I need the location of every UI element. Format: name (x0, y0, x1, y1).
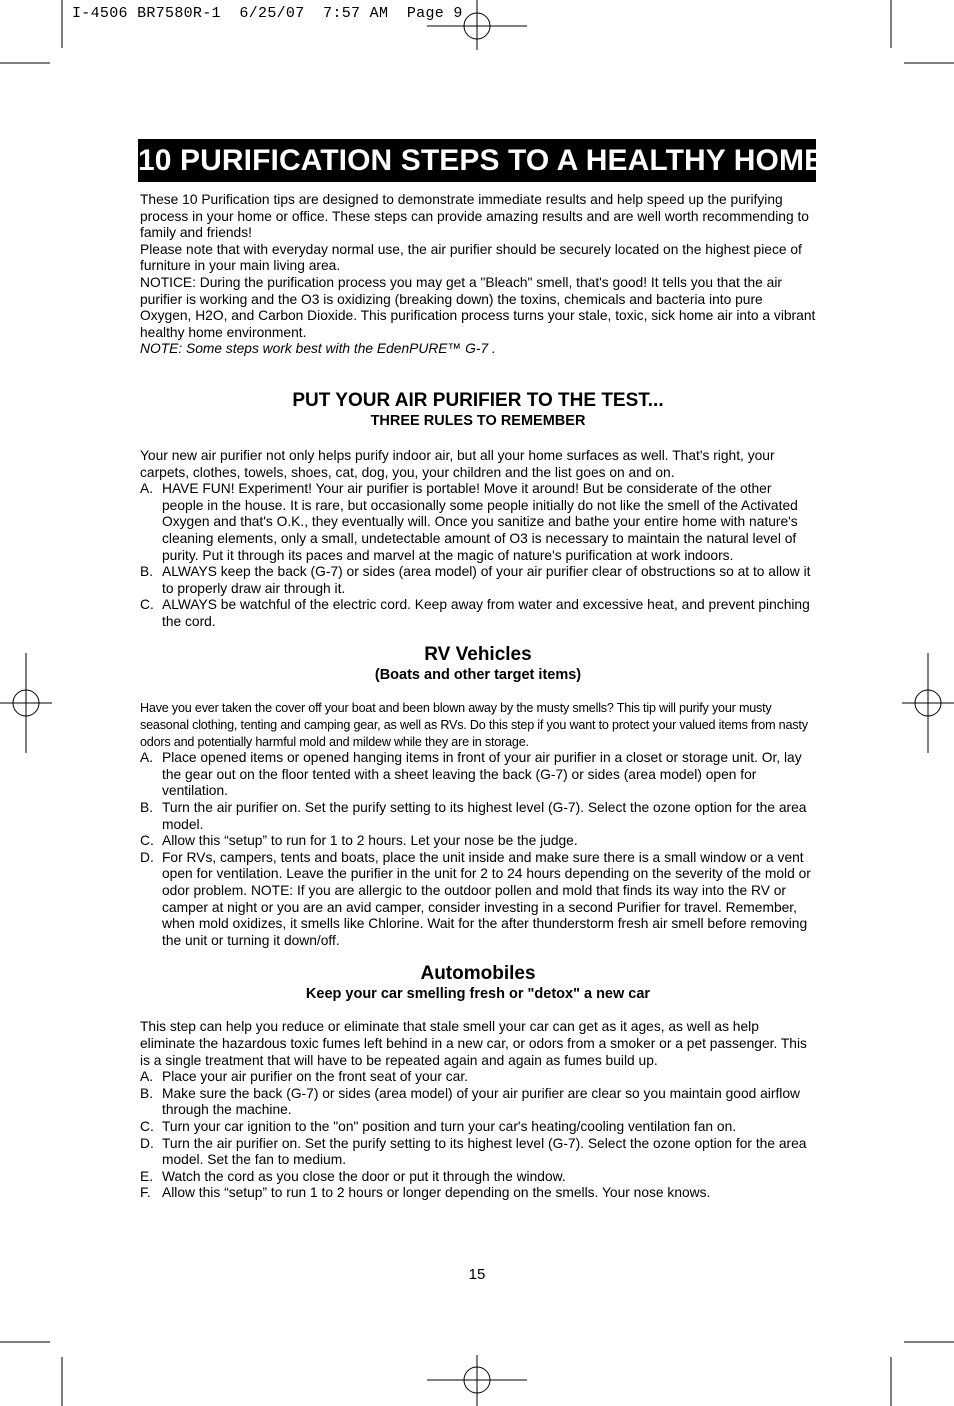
intro-paragraph: These 10 Purification tips are designed to demonstrate immediate results and help speed up the purifying process in your home or office. These steps can provide amazing results and are well worth recommending to family and friends! (140, 192, 809, 241)
section-rv-vehicles (140, 644, 816, 949)
list-item-label: B. (140, 564, 154, 580)
registration-target (902, 653, 954, 753)
registration-target (0, 653, 52, 753)
list-item-label: C. (140, 1118, 154, 1134)
intro-paragraph: Please note that with everyday normal use, the air purifier should be securely located on the highest piece of furniture in your main living area. (140, 241, 802, 274)
list-item (140, 597, 816, 630)
page-number: 15 (468, 1266, 486, 1283)
registration-target (427, 0, 527, 50)
list-item (140, 750, 816, 800)
list-item-label: F. (140, 1185, 151, 1201)
list-item-label: D. (140, 1135, 154, 1151)
section-title: Automobiles (420, 963, 536, 985)
list-item-text: ALWAYS keep the back (G-7) or sides (area model) of your air purifier clear of obstructions so at to allow it to properly draw air through it. (162, 564, 811, 596)
section-subtitle: (Boats and other target items) (374, 667, 582, 684)
print-slug: I-4506 BR7580R-1 6/25/07 7:57 AM Page 9 (72, 5, 463, 22)
list-item (140, 800, 816, 833)
list-item-label: A. (140, 481, 154, 497)
page-title: 10 PURIFICATION STEPS TO A HEALTHY HOME (138, 139, 816, 182)
section-subtitle: Keep your car smelling fresh or "detox" a new car (305, 986, 651, 1003)
list-item-label: D. (140, 849, 154, 865)
list-item-label: A. (140, 1069, 154, 1085)
list-item (140, 481, 816, 564)
list-item (140, 1169, 816, 1186)
list-item (140, 850, 816, 950)
section-subtitle: THREE RULES TO REMEMBER (370, 412, 586, 429)
list-item-label: C. (140, 833, 154, 849)
list-item (140, 1086, 816, 1119)
section-intro: Have you ever taken the cover off your boat and been blown away by the musty smells? This tip will purify your musty seasonal clothing, tenting and camping gear, as well as RVs. Do this step if you want to protect your valued items from nasty odors and potentially harmful mold and mildew while they are in storage. (140, 701, 808, 749)
list-item-label: B. (140, 1085, 154, 1101)
section-title: RV Vehicles (424, 644, 532, 666)
registration-target (427, 1355, 527, 1406)
list-item (140, 1136, 816, 1169)
list-item-text: Place opened items or opened hanging items in front of your air purifier in a closet or storage unit. Or, lay the gear out on the floor tented with a sheet leaving the back (G-7) or sides (area model) open for ventilation. (162, 750, 802, 799)
list-item-text: For RVs, campers, tents and boats, place the unit inside and make sure there is a small window or a vent open for ventilation. Leave the purifier in the unit for 2 to 24 hours depending on the severity of the mold or odor problem. NOTE: If you are allergic to the outdoor pollen and mold that finds its way into the RV or camper at night or you are an avid camper, consider investing in a second Purifier for travel. Remember, when mold oxidizes, it smells like Chlorine. Wait for the after thunderstorm fresh air smell before removing the unit or turning it down/off. (162, 849, 811, 948)
list-item (140, 1119, 816, 1136)
list-item-text: Turn the air purifier on. Set the purify setting to its highest level (G-7). Select the ozone option for the area model. Set the fan to medium. (162, 1135, 807, 1168)
section-intro: Your new air purifier not only helps purify indoor air, but all your home surfaces as well. That's right, your carpets, clothes, towels, shoes, cat, dog, you, your children and the list goes on and on. (140, 447, 775, 480)
list-item-text: Make sure the back (G-7) or sides (area model) of your air purifier are clear so you maintain good airflow through the machine. (162, 1085, 800, 1118)
list-item-text: Allow this “setup” to run for 1 to 2 hours. Let your nose be the judge. (162, 833, 578, 849)
list-item-label: C. (140, 597, 154, 613)
list-item-text: ALWAYS be watchful of the electric cord. Keep away from water and excessive heat, and prevent pinching the cord. (162, 597, 810, 629)
list-item (140, 1185, 816, 1202)
list-item-text: Watch the cord as you close the door or put it through the window. (162, 1168, 566, 1184)
list-item-text: HAVE FUN! Experiment! Your air purifier is portable! Move it around! But be considerate of the other people in the house. It is rare, but occasionally some people initially do not like the smell of the Activated Oxygen and that's O.K., they eventually will. Once you sanitize and bathe your entire home with nature's cleaning elements, only a small, undetectable amount of O3 is necessary to maintain the natural level of purity. Put it through its paces and marvel at the magic of nature's purification at work indoors. (162, 481, 798, 563)
list-item-text: Turn your car ignition to the "on" position and turn your car's heating/cooling ventilation fan on. (162, 1118, 737, 1134)
notice-paragraph: NOTICE: During the purification process you may get a "Bleach" smell, that's good! It tells you that the air purifier is working and the O3 is oxidizing (breaking down) the toxins, chemicals and bacteria into pure Oxygen, H2O, and Carbon Dioxide. This purification process turns your stale, toxic, sick home air into a vibrant healthy home environment. (140, 274, 816, 340)
list-item (140, 564, 816, 597)
list-item-label: A. (140, 750, 154, 766)
note-paragraph: NOTE: Some steps work best with the EdenPURE™ G-7 . (140, 341, 496, 357)
list-item-label: B. (140, 800, 154, 816)
list-item-text: Allow this “setup” to run 1 to 2 hours or longer depending on the smells. Your nose knows. (162, 1185, 711, 1201)
list-item (140, 833, 816, 850)
section-automobiles (140, 963, 816, 1202)
main-content (140, 192, 816, 1202)
section-intro: This step can help you reduce or eliminate that stale smell your car can get as it ages, as well as help eliminate the hazardous toxic fumes left behind in a new car, or odors from a smoker or a pet passenger. This is a single treatment that will have to be repeated again and again as fumes build up. (140, 1019, 807, 1068)
list-item (140, 1069, 816, 1086)
section-title: PUT YOUR AIR PURIFIER TO THE TEST... (292, 389, 664, 411)
list-item-text: Turn the air purifier on. Set the purify setting to its highest level (G-7). Select the ozone option for the area model. (162, 800, 807, 832)
list-item-label: E. (140, 1168, 154, 1184)
section-test (140, 390, 816, 631)
list-item-text: Place your air purifier on the front seat of your car. (162, 1069, 468, 1085)
